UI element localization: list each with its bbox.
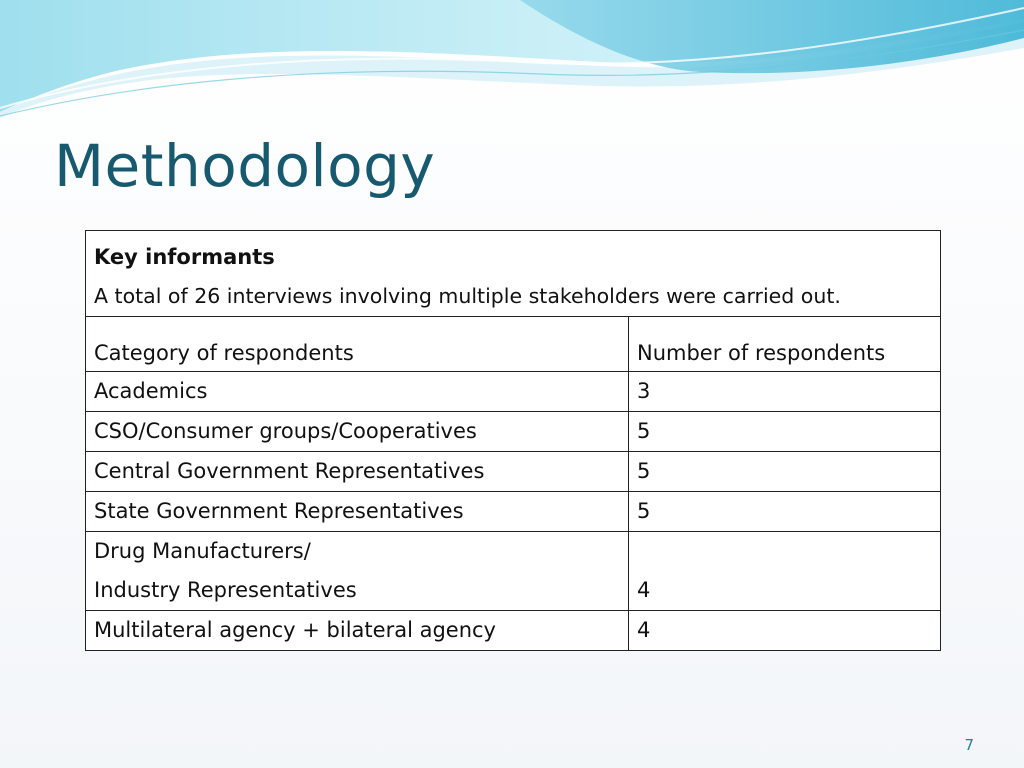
column-header-count: Number of respondents: [629, 317, 941, 372]
table-row: [86, 611, 941, 651]
category-cell: State Government Representatives: [86, 492, 629, 532]
header-wave-decoration: [0, 0, 1024, 130]
category-line-1: Drug Manufacturers/: [94, 539, 311, 563]
intro-text: A total of 26 interviews involving multiple stakeholders were carried out.: [94, 284, 841, 308]
count-cell: 5: [629, 492, 941, 532]
category-cell: CSO/Consumer groups/Cooperatives: [86, 412, 629, 452]
slide-title: Methodology: [54, 132, 436, 200]
category-cell: Academics: [86, 372, 629, 412]
category-cell: Multilateral agency + bilateral agency: [86, 611, 629, 651]
category-line-2: Industry Representatives: [94, 578, 357, 602]
page-number: 7: [964, 736, 974, 754]
table-row: [86, 412, 941, 452]
intro-heading: Key informants: [94, 245, 275, 269]
respondents-table: [85, 230, 941, 651]
category-cell: Central Government Representatives: [86, 452, 629, 492]
count-cell: 4: [629, 532, 941, 611]
table-row: [86, 492, 941, 532]
category-cell: [86, 532, 629, 611]
table-row: [86, 452, 941, 492]
count-cell: 4: [629, 611, 941, 651]
count-cell: 3: [629, 372, 941, 412]
intro-cell: [86, 231, 941, 317]
column-header-category: Category of respondents: [86, 317, 629, 372]
table-header-row: [86, 317, 941, 372]
intro-row: [86, 231, 941, 317]
table-row: [86, 372, 941, 412]
count-cell: 5: [629, 452, 941, 492]
count-cell: 5: [629, 412, 941, 452]
table-row: [86, 532, 941, 611]
